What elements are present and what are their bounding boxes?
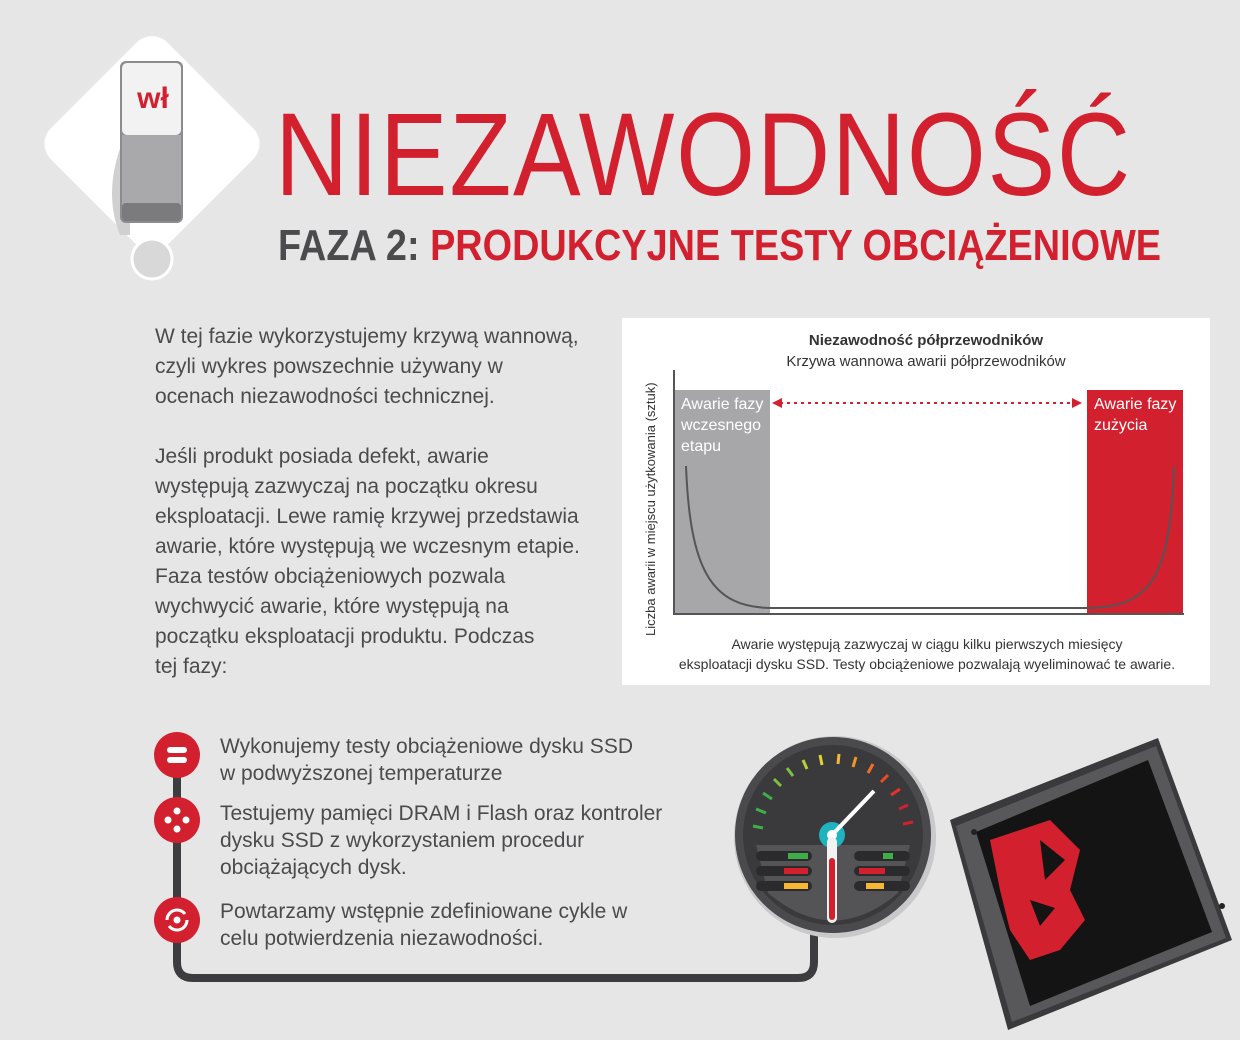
intro-paragraph-1 <box>155 322 625 412</box>
arrow-head-left-icon <box>772 398 782 408</box>
wearout-zone-label: zużycia <box>1094 417 1148 434</box>
early-zone-label: etapu <box>681 438 722 455</box>
text-line: awarie, które występują we wczesnym etapie. <box>155 535 580 558</box>
refresh-cycle-icon <box>154 897 200 943</box>
chart-caption: Awarie występują zazwyczaj w ciągu kilku pierwszych miesięcy <box>731 636 1123 652</box>
chart-title: Niezawodność półprzewodników <box>808 332 1044 349</box>
early-zone-label: wczesnego <box>681 417 762 434</box>
phase-title: PRODUKCYJNE TESTY OBCIĄŻENIOWE <box>430 221 1162 270</box>
text-line: tej fazy: <box>155 655 228 678</box>
text-line: początku eksploatacji produktu. Podczas <box>155 625 535 648</box>
text-line: Testujemy pamięci DRAM i Flash oraz kontroler <box>220 802 663 825</box>
step-text-2 <box>220 800 690 881</box>
text-line: czyli wykres powszechnie używany w <box>155 355 503 378</box>
text-line: wychwycić awarie, które występują na <box>155 595 509 618</box>
thermometer-icon <box>154 732 200 778</box>
bathtub-curve-diagram <box>622 318 1210 685</box>
text-line: Faza testów obciążeniowych pozwala <box>155 565 506 588</box>
chart-subtitle: Krzywa wannowa awarii półprzewodników <box>786 353 1066 370</box>
arrow-head-right-icon <box>1072 398 1082 408</box>
wearout-zone-label: Awarie fazy <box>1094 396 1177 413</box>
bathtub-curve-panel <box>622 318 1210 685</box>
text-line: występują zazwyczaj na początku okresu <box>155 475 538 498</box>
chip-icon <box>154 797 200 843</box>
step-text-1 <box>220 733 690 787</box>
phase-label: FAZA 2: <box>278 221 420 270</box>
page-title: NIEZAWODNOŚĆ <box>275 89 1132 221</box>
text-line: Wykonujemy testy obciążeniowe dysku SSD <box>220 735 633 758</box>
text-line: Jeśli produkt posiada defekt, awarie <box>155 445 489 468</box>
early-zone-label: Awarie fazy <box>681 396 764 413</box>
text-line: celu potwierdzenia niezawodności. <box>220 927 544 950</box>
text-line: w podwyższonej temperaturze <box>220 762 503 785</box>
stress-test-gauge <box>728 733 948 948</box>
y-axis-label: Liczba awarii w miejscu użytkowania (sztuk) <box>643 382 658 636</box>
text-line: W tej fazie wykorzystujemy krzywą wannową, <box>155 325 579 348</box>
text-line: dysku SSD z wykorzystaniem procedur <box>220 829 585 852</box>
chart-caption: eksploatacji dysku SSD. Testy obciążeniowe pozwalają wyeliminować te awarie. <box>678 656 1176 672</box>
power-switch-badge <box>30 25 275 285</box>
intro-paragraph-2 <box>155 442 625 682</box>
text-line: obciążających dysk. <box>220 856 407 879</box>
switch-label: wł <box>137 82 169 115</box>
text-line: Powtarzamy wstępnie zdefiniowane cykle w <box>220 900 628 923</box>
phase-heading <box>278 222 1161 270</box>
text-line: ocenach niezawodności technicznej. <box>155 385 495 408</box>
text-line: eksploatacji. Lewe ramię krzywej przedstawia <box>155 505 579 528</box>
step-text-3 <box>220 898 690 952</box>
